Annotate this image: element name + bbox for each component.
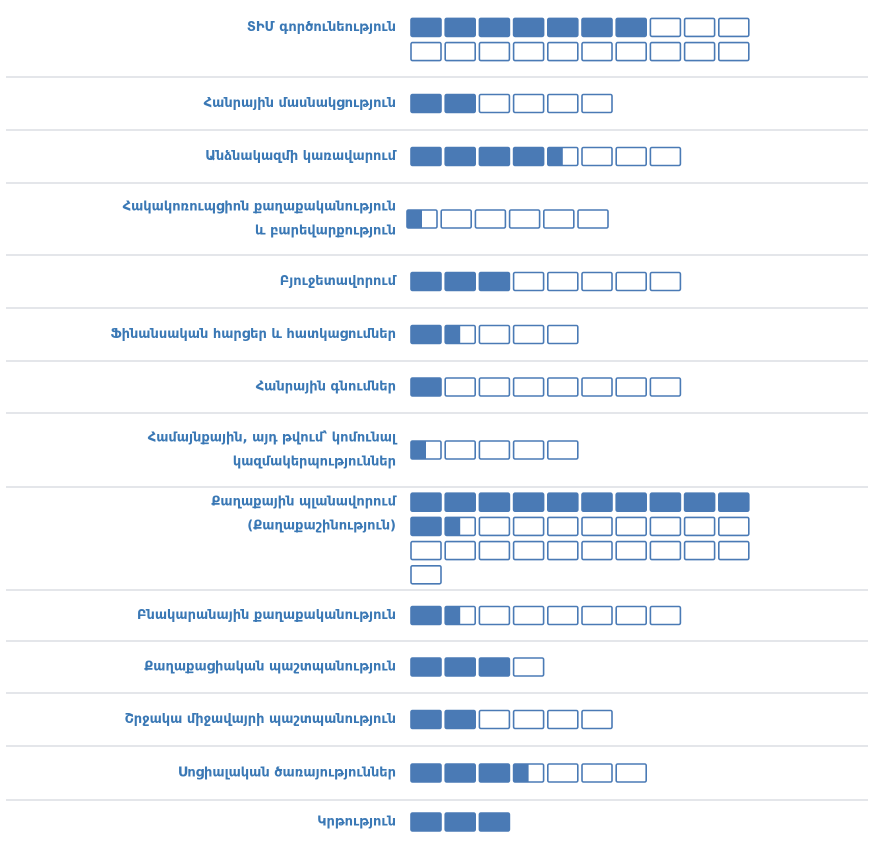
score-box-filled xyxy=(479,493,509,511)
score-box-filled xyxy=(479,658,509,676)
score-box-empty xyxy=(650,517,680,535)
score-box-empty xyxy=(411,43,441,61)
score-box-empty xyxy=(548,43,578,61)
score-box-empty xyxy=(616,378,646,396)
score-box-filled xyxy=(445,764,475,782)
row-label: ՏԻՄ գործունեություն xyxy=(246,19,396,35)
score-box-filled xyxy=(411,493,441,511)
score-box-filled xyxy=(685,493,715,511)
score-box-empty xyxy=(650,43,680,61)
score-box-empty xyxy=(514,517,544,535)
score-box-empty xyxy=(582,764,612,782)
score-box-empty xyxy=(616,764,646,782)
score-box-empty xyxy=(514,378,544,396)
score-box-empty xyxy=(719,43,749,61)
score-box-empty xyxy=(582,378,612,396)
score-box-empty xyxy=(616,542,646,560)
row-label: Կրթություն xyxy=(317,814,396,830)
score-box-empty xyxy=(411,542,441,560)
score-box-filled xyxy=(445,711,475,729)
score-box-filled xyxy=(479,813,509,831)
score-box-filled xyxy=(411,378,441,396)
score-box-empty xyxy=(616,517,646,535)
score-box-partial-fill xyxy=(407,210,422,228)
score-box-filled xyxy=(411,813,441,831)
score-box-filled xyxy=(411,95,441,113)
score-box-empty xyxy=(719,18,749,36)
score-box-filled xyxy=(616,18,646,36)
row-label: Ֆինանսական հարցեր և հատկացումներ xyxy=(110,327,396,342)
score-box-empty xyxy=(514,273,544,291)
score-box-filled xyxy=(479,273,509,291)
score-box-filled xyxy=(445,493,475,511)
score-box-empty xyxy=(582,95,612,113)
score-box-empty xyxy=(650,148,680,166)
score-box-empty xyxy=(445,43,475,61)
score-box-empty xyxy=(548,517,578,535)
score-box-empty xyxy=(650,378,680,396)
row-label: Հանրային գնումներ xyxy=(255,379,396,395)
score-box-partial-fill xyxy=(411,441,426,459)
score-box-empty xyxy=(578,210,608,228)
score-box-empty xyxy=(685,43,715,61)
score-box-empty xyxy=(548,764,578,782)
score-box-empty xyxy=(650,607,680,625)
score-box-empty xyxy=(582,148,612,166)
score-box-empty xyxy=(479,517,509,535)
score-box-empty xyxy=(514,711,544,729)
score-box-empty xyxy=(650,18,680,36)
score-box-filled xyxy=(445,95,475,113)
score-box-filled xyxy=(514,18,544,36)
score-box-filled xyxy=(411,148,441,166)
score-box-empty xyxy=(548,378,578,396)
score-box-empty xyxy=(479,95,509,113)
score-box-filled xyxy=(445,813,475,831)
score-box-empty xyxy=(650,273,680,291)
score-box-empty xyxy=(514,326,544,344)
score-box-empty xyxy=(719,517,749,535)
score-box-empty xyxy=(650,542,680,560)
score-box-partial-fill xyxy=(548,148,563,166)
score-box-filled xyxy=(479,764,509,782)
score-box-filled xyxy=(411,607,441,625)
score-box-empty xyxy=(445,441,475,459)
score-box-filled xyxy=(479,148,509,166)
score-box-empty xyxy=(548,441,578,459)
score-box-filled xyxy=(548,18,578,36)
score-box-empty xyxy=(582,711,612,729)
score-box-empty xyxy=(479,43,509,61)
score-box-empty xyxy=(548,711,578,729)
score-box-filled xyxy=(411,18,441,36)
row-label: (Քաղաքաշինություն) xyxy=(247,518,396,534)
score-box-empty xyxy=(445,542,475,560)
score-box-empty xyxy=(685,18,715,36)
score-box-empty xyxy=(582,43,612,61)
score-box-filled xyxy=(616,493,646,511)
row-label: Հակակոռուպցիոն քաղաքականություն xyxy=(122,199,396,215)
score-box-empty xyxy=(514,43,544,61)
score-box-filled xyxy=(411,658,441,676)
row-label: Համայնքային, այդ թվում՝ կոմունալ xyxy=(147,430,396,446)
row-label: Սոցիալական ծառայություններ xyxy=(177,765,396,781)
score-box-filled xyxy=(411,711,441,729)
score-box-empty xyxy=(479,378,509,396)
score-box-empty xyxy=(514,542,544,560)
score-box-empty xyxy=(616,607,646,625)
score-box-empty xyxy=(544,210,574,228)
score-box-filled xyxy=(445,18,475,36)
score-box-empty xyxy=(582,273,612,291)
score-box-empty xyxy=(719,542,749,560)
score-box-empty xyxy=(548,95,578,113)
score-box-empty xyxy=(510,210,540,228)
score-box-empty xyxy=(479,607,509,625)
row-label: և բարեվարքություն xyxy=(254,223,396,239)
score-box-empty xyxy=(411,566,441,584)
score-box-empty xyxy=(514,441,544,459)
row-label: Հանրային մասնակցություն xyxy=(203,96,396,111)
row-label: կազմակերպություններ xyxy=(232,454,396,470)
score-box-empty xyxy=(441,210,471,228)
score-box-filled xyxy=(719,493,749,511)
score-box-empty xyxy=(445,378,475,396)
score-box-filled xyxy=(411,764,441,782)
score-box-filled xyxy=(479,18,509,36)
score-box-filled xyxy=(514,493,544,511)
score-box-empty xyxy=(479,326,509,344)
row-label: Բնակարանային քաղաքականություն xyxy=(137,608,396,623)
score-box-empty xyxy=(685,517,715,535)
score-box-filled xyxy=(411,326,441,344)
score-box-empty xyxy=(582,607,612,625)
score-box-filled xyxy=(445,273,475,291)
score-box-partial-fill xyxy=(445,326,460,344)
score-box-empty xyxy=(514,95,544,113)
score-box-filled xyxy=(445,658,475,676)
score-box-filled xyxy=(411,517,441,535)
row-label: Անձնակազմի կառավարում xyxy=(205,149,396,164)
score-box-empty xyxy=(582,542,612,560)
score-box-empty xyxy=(548,542,578,560)
score-box-partial-fill xyxy=(445,517,460,535)
score-box-empty xyxy=(616,43,646,61)
score-box-empty xyxy=(479,441,509,459)
score-box-empty xyxy=(616,273,646,291)
score-box-empty xyxy=(514,658,544,676)
score-box-empty xyxy=(616,148,646,166)
score-box-filled xyxy=(411,273,441,291)
score-box-empty xyxy=(479,711,509,729)
score-box-empty xyxy=(475,210,505,228)
score-box-filled xyxy=(582,493,612,511)
score-box-filled xyxy=(514,148,544,166)
score-box-empty xyxy=(548,607,578,625)
score-box-partial-fill xyxy=(445,607,460,625)
row-label: Քաղաքային պլանավորում xyxy=(211,494,396,510)
row-label: Բյուջետավորում xyxy=(279,274,396,289)
score-box-partial-fill xyxy=(514,764,529,782)
score-box-empty xyxy=(479,542,509,560)
score-box-empty xyxy=(582,517,612,535)
score-box-filled xyxy=(650,493,680,511)
score-box-empty xyxy=(548,326,578,344)
score-box-filled xyxy=(445,148,475,166)
score-box-empty xyxy=(548,273,578,291)
score-box-filled xyxy=(548,493,578,511)
score-box-empty xyxy=(685,542,715,560)
score-box-filled xyxy=(582,18,612,36)
row-label: Շրջակա միջավայրի պաշտպանություն xyxy=(124,712,396,727)
score-box-empty xyxy=(514,607,544,625)
row-label: Քաղաքացիական պաշտպանություն xyxy=(144,659,396,675)
